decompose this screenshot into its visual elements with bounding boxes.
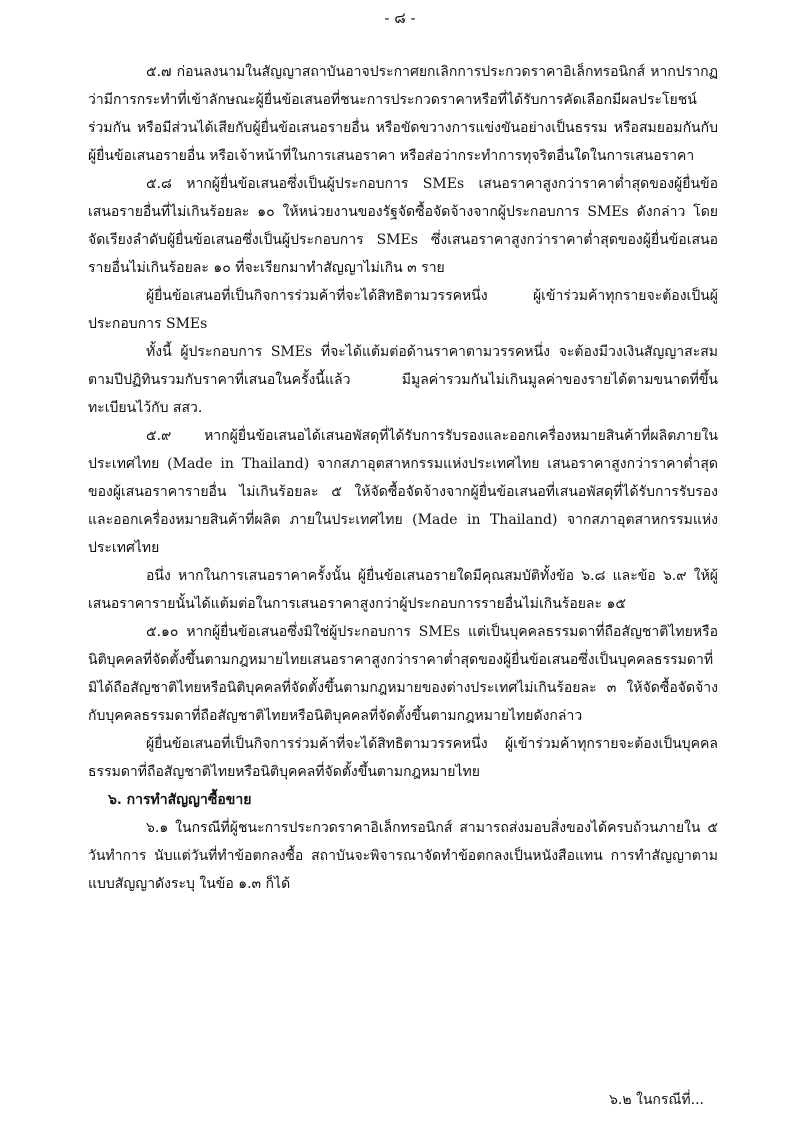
continuation-marker: ๖.๒ ในกรณีที่...: [609, 1092, 704, 1108]
paragraph-5-7: ๕.๗ ก่อนลงนามในสัญญาสถาบันอาจประกาศยกเลิกการประกวดราคาอิเล็กทรอนิกส์ หากปรากฏว่ามีการกระทำที่เข้าลักษณะผู้ยื่นข้อเสนอที่ชนะการประกวดราคาหรือที่ได้รับการคัดเลือกมีผลประโยชน์ร่วมกัน หรือมีส่วนได้เสียกับผู้ยื่นข้อเสนอรายอื่น หรือขัดขวางการแข่งขันอย่างเป็นธรรม หรือสมยอมกันกับผู้ยื่นข้อเสนอรายอื่น หรือเจ้าหน้าที่ในการเสนอราคา หรือส่อว่ากระทำการทุจริตอื่นใดในการเสนอราคา: [88, 64, 718, 164]
paragraph-5-8-joint-venture: ผู้ยื่นข้อเสนอที่เป็นกิจการร่วมค้าที่จะได้สิทธิตามวรรคหนึ่ง ผู้เข้าร่วมค้าทุกรายจะต้องเป็นผู้ประกอบการ SMEs: [88, 288, 718, 332]
paragraph-5-8: ๕.๘ หากผู้ยื่นข้อเสนอซึ่งเป็นผู้ประกอบการ SMEs เสนอราคาสูงกว่าราคาต่ำสุดของผู้ยื่นข้อเสนอรายอื่นที่ไม่เกินร้อยละ ๑๐ ให้หน่วยงานของรัฐจัดซื้อจัดจ้างจากผู้ประกอบการ SMEs ดังกล่าว โดยจัดเรียงลำดับผู้ยื่นข้อเสนอซึ่งเป็นผู้ประกอบการ SMEs ซึ่งเสนอราคาสูงกว่าราคาต่ำสุดของผู้ยื่นข้อเสนอรายอื่นไม่เกินร้อยละ ๑๐ ที่จะเรียกมาทำสัญญาไม่เกิน ๓ ราย: [88, 176, 718, 276]
paragraph-5-8-note: ทั้งนี้ ผู้ประกอบการ SMEs ที่จะได้แต้มต่อด้านราคาตามวรรคหนึ่ง จะต้องมีวงเงินสัญญาสะสมตามปีปฏิทินรวมกับราคาที่เสนอในครั้งนี้แล้ว มีมูลค่ารวมกันไม่เกินมูลค่าของรายได้ตามขนาดที่ขึ้นทะเบียนไว้กับ สสว.: [88, 344, 718, 416]
paragraph-6-1: ๖.๑ ในกรณีที่ผู้ชนะการประกวดราคาอิเล็กทรอนิกส์ สามารถส่งมอบสิ่งของได้ครบถ้วนภายใน ๕ วันทำการ นับแต่วันที่ทำข้อตกลงซื้อ สถาบันจะพิจารณาจัดทำข้อตกลงเป็นหนังสือแทน การทำสัญญาตามแบบสัญญาดังระบุ ในข้อ ๑.๓ ก็ได้: [88, 820, 718, 892]
page-number: - ๘ -: [384, 9, 416, 27]
section-6-heading: ๖. การทำสัญญาซื้อขาย: [108, 792, 252, 808]
paragraph-5-9-note: อนึ่ง หากในการเสนอราคาครั้งนั้น ผู้ยื่นข้อเสนอรายใดมีคุณสมบัติทั้งข้อ ๖.๘ และข้อ ๖.๙ ให้ผู้เสนอราคารายนั้นได้แต้มต่อในการเสนอราคาสูงกว่าผู้ประกอบการรายอื่นไม่เกินร้อยละ ๑๕: [88, 568, 718, 612]
paragraph-5-10: ๕.๑๐ หากผู้ยื่นข้อเสนอซึ่งมิใช่ผู้ประกอบการ SMEs แต่เป็นบุคคลธรรมดาที่ถือสัญชาติไทยหรือนิติบุคคลที่จัดตั้งขึ้นตามกฎหมายไทยเสนอราคาสูงกว่าราคาต่ำสุดของผู้ยื่นข้อเสนอซึ่งเป็นบุคคลธรรมดาที่มิได้ถือสัญชาติไทยหรือนิติบุคคลที่จัดตั้งขึ้นตามกฎหมายของต่างประเทศไม่เกินร้อยละ ๓ ให้จัดซื้อจัดจ้างกับบุคคลธรรมดาที่ถือสัญชาติไทยหรือนิติบุคคลที่จัดตั้งขึ้นตามกฎหมายไทยดังกล่าว: [88, 624, 718, 724]
document-body: [88, 58, 718, 898]
paragraph-5-9: ๕.๙ หากผู้ยื่นข้อเสนอได้เสนอพัสดุที่ได้รับการรับรองและออกเครื่องหมายสินค้าที่ผลิตภายในประเทศไทย (Made in Thailand) จากสภาอุตสาหกรรมแห่งประเทศไทย เสนอราคาสูงกว่าราคาต่ำสุดของผู้เสนอราคารายอื่น ไม่เกินร้อยละ ๕ ให้จัดซื้อจัดจ้างจากผู้ยื่นข้อเสนอที่เสนอพัสดุที่ได้รับการรับรองและออกเครื่องหมายสินค้าที่ผลิต ภายในประเทศไทย (Made in Thailand) จากสภาอุตสาหกรรมแห่งประเทศไทย: [88, 428, 718, 556]
paragraph-5-10-joint-venture: ผู้ยื่นข้อเสนอที่เป็นกิจการร่วมค้าที่จะได้สิทธิตามวรรคหนึ่ง ผู้เข้าร่วมค้าทุกรายจะต้องเป็นบุคคลธรรมดาที่ถือสัญชาติไทยหรือนิติบุคคลที่จัดตั้งขึ้นตามกฎหมายไทย: [88, 736, 718, 780]
